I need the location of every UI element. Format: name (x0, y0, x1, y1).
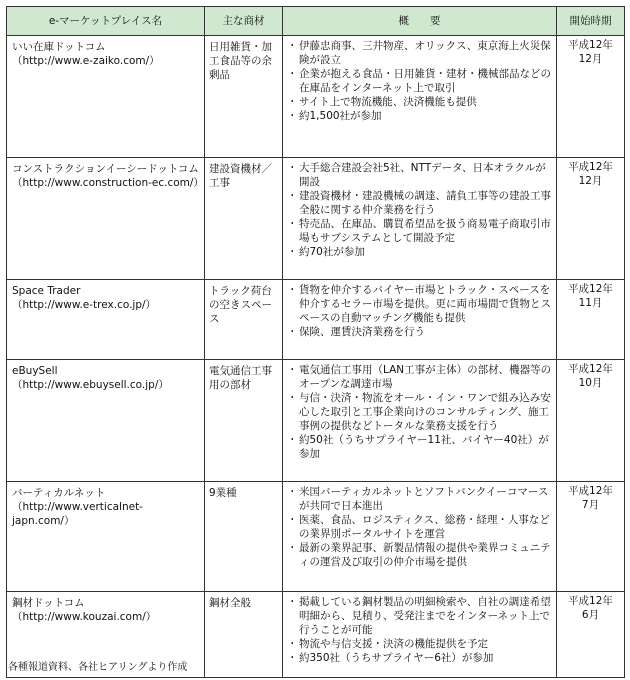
start-date-cell (557, 158, 625, 280)
description-cell (283, 482, 557, 592)
marketplace-name: 鋼材ドットコム (12, 597, 85, 609)
goods-cell: 日用雑貨・加工食品等の余剰品 (205, 36, 283, 158)
start-date-cell (557, 360, 625, 482)
description-item: ・ 保険、運賃決済業務を行う (287, 325, 552, 339)
description-item: ・ 約50社（うちサプライヤー11社、バイヤー40社）が参加 (287, 433, 552, 461)
description-cell (283, 36, 557, 158)
description-item: ・ 電気通信工事用（LAN工事が主体）の部材、機器等のオープンな調達市場 (287, 363, 552, 391)
header-start: 開始時期 (557, 7, 625, 36)
marketplace-name: コンストラクションイーシードットコム (12, 163, 199, 175)
description-item: ・ 建設資機材・建設機械の調達、請負工事等の建設工事全般に関する仲介業務を行う (287, 189, 552, 217)
marketplace-url: （http://www.construction-ec.com/） (12, 177, 204, 189)
start-month: 12月 (578, 175, 603, 187)
marketplace-url: （http://www.e-trex.co.jp/） (12, 299, 157, 311)
goods-cell: 建設資機材／工事 (205, 158, 283, 280)
description-list (287, 363, 552, 461)
start-year: 平成12年 (568, 161, 613, 173)
description-item: ・ 物流や与信支援・決済の機能提供を予定 (287, 637, 552, 651)
marketplace-cell (7, 36, 205, 158)
description-item: ・ 約1,500社が参加 (287, 109, 552, 123)
description-cell (283, 360, 557, 482)
start-year: 平成12年 (568, 39, 613, 51)
description-item: ・ サイト上で物流機能、決済機能も提供 (287, 95, 552, 109)
marketplace-name: いい在庫ドットコム (12, 41, 106, 53)
description-cell (283, 280, 557, 360)
start-year: 平成12年 (568, 485, 613, 497)
goods-cell: 鋼材全般 (205, 592, 283, 678)
header-desc: 概 要 (283, 7, 557, 36)
goods-cell: トラック荷台の空きスペース (205, 280, 283, 360)
marketplace-name: Space Trader (12, 285, 81, 297)
marketplace-url: （http://www.kouzai.com/） (12, 611, 157, 623)
table-row (7, 36, 625, 158)
description-item: ・ 大手総合建設会社5社、NTTデータ、日本オラクルが開設 (287, 161, 552, 189)
marketplace-url: （http://www.verticalnet-japn.com/） (12, 501, 143, 527)
description-item: ・ 医薬、食品、ロジスティクス、総務・経理・人事などの業界別ポータルサイトを運営 (287, 513, 552, 541)
start-month: 6月 (581, 609, 600, 621)
table-row (7, 482, 625, 592)
start-date-cell (557, 280, 625, 360)
goods-cell: 電気通信工事用の部材 (205, 360, 283, 482)
description-item: ・ 約70社が参加 (287, 245, 552, 259)
marketplace-cell (7, 360, 205, 482)
description-item: ・ 約350社（うちサプライヤー6社）が参加 (287, 651, 552, 665)
marketplace-url: （http://www.ebuysell.co.jp/） (12, 379, 169, 391)
description-cell (283, 158, 557, 280)
marketplace-cell (7, 280, 205, 360)
description-cell (283, 592, 557, 678)
start-month: 11月 (578, 297, 603, 309)
start-year: 平成12年 (568, 363, 613, 375)
marketplace-cell (7, 482, 205, 592)
description-item: ・ 企業が抱える食品・日用雑貨・建材・機械部品などの在庫品をインターネット上で取引 (287, 67, 552, 95)
marketplace-name: バーティカルネット (12, 487, 106, 499)
description-item: ・ 貨物を仲介するバイヤー市場とトラック・スペースを仲介するセラー市場を提供。更に両市場間で貨物とスペースの自動マッチング機能も提供 (287, 283, 552, 325)
description-list (287, 39, 552, 123)
start-date-cell (557, 592, 625, 678)
table-header-row (7, 7, 625, 36)
description-item: ・ 最新の業界記事、新製品情報の提供や業界コミュニティの運営及び取引の仲介市場を提供 (287, 541, 552, 569)
description-list (287, 485, 552, 569)
description-list (287, 595, 552, 665)
description-list (287, 283, 552, 339)
table-row (7, 158, 625, 280)
start-date-cell (557, 482, 625, 592)
marketplace-name: eBuySell (12, 365, 58, 377)
marketplace-table (6, 6, 625, 678)
description-item: ・ 掲載している鋼材製品の明細検索や、自社の調達希望明細から、見積り、受発注までをインターネット上で行うことが可能 (287, 595, 552, 637)
description-list (287, 161, 552, 259)
table-row (7, 280, 625, 360)
start-year: 平成12年 (568, 595, 613, 607)
start-year: 平成12年 (568, 283, 613, 295)
source-note: 各種報道資料、各社ヒアリングより作成 (8, 662, 188, 673)
description-item: ・ 与信・決済・物流をオール・イン・ワンで組み込み安心した取引と工事企業向けのコンサルティング、施工事例の提供などトータルな業務支援を行う (287, 391, 552, 433)
marketplace-cell (7, 158, 205, 280)
start-month: 10月 (578, 377, 603, 389)
start-date-cell (557, 36, 625, 158)
header-name: e-マーケットプレイス名 (7, 7, 205, 36)
table-row (7, 360, 625, 482)
start-month: 12月 (578, 53, 603, 65)
goods-cell: 9業種 (205, 482, 283, 592)
description-item: ・ 特売品、在庫品、購買希望品を扱う商易電子商取引市場もサブシステムとして開設予定 (287, 217, 552, 245)
marketplace-url: （http://www.e-zaiko.com/） (12, 55, 160, 67)
description-item: ・ 米国バーティカルネットとソフトバンクイーコマースが共同で日本進出 (287, 485, 552, 513)
header-goods: 主な商材 (205, 7, 283, 36)
start-month: 7月 (581, 499, 600, 511)
description-item: ・ 伊藤忠商事、三井物産、オリックス、東京海上火災保険が設立 (287, 39, 552, 67)
